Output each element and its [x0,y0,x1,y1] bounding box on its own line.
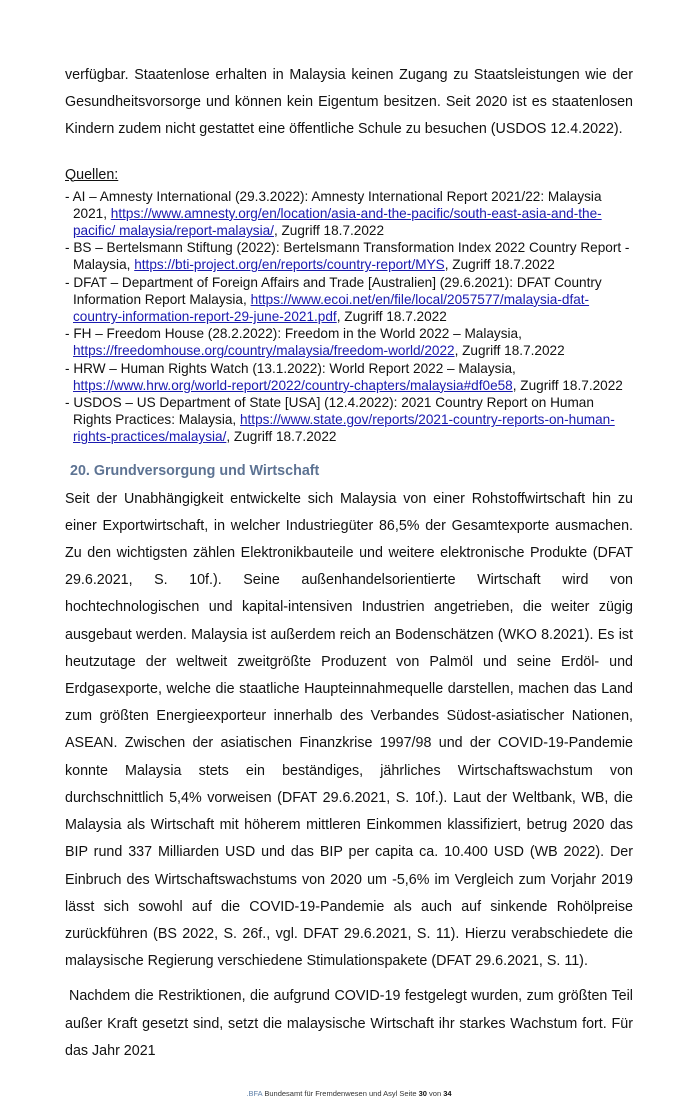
paragraph-intro: verfügbar. Staatenlose erhalten in Malaysia keinen Zugang zu Staatsleistungen wie der Gesundheitsvorsorge und können kein Eigentum besitzen. Seit 2020 ist es staatenlosen Kindern zudem nicht gestattet eine öffentliche Schule zu besuchen (USDOS 12.4.2022). [65,67,633,138]
page-footer: .BFA Bundesamt für Fremdenwesen und Asyl Seite 30 von 34 [246,1088,452,1098]
source-item: - BS – Bertelsmann Stiftung (2022): Bertelsmann Transformation Index 2022 Country Report - Malaysia, https://bti-project.org/en/reports/country-report/MYS, Zugriff 18.7.2022 [65,240,630,273]
section-heading: 20. Grundversorgung und Wirtschaft [70,462,320,479]
page-number: 30 [418,1088,427,1098]
page-total: 34 [443,1088,452,1098]
bfa-logo: .BFA [246,1088,263,1098]
source-link[interactable]: https://freedomhouse.org/country/malaysia/freedom-world/2022 [73,343,455,359]
sources-title: Quellen: [65,166,119,183]
source-link[interactable]: https://www.hrw.org/world-report/2022/country-chapters/malaysia#df0e58 [73,377,513,393]
source-link[interactable]: https://www.ecoi.net/en/file/local/2057577/malaysia-dfat-country-information-report-29-june-2021.pdf [73,291,590,325]
source-link[interactable]: https://www.state.gov/reports/2021-country-reports-on-human-rights-practices/malaysia/ [73,412,615,445]
source-item: - DFAT – Department of Foreign Affairs and Trade [Australien] (29.6.2021): DFAT Country Information Report Malaysia, https://www.ecoi.net/en/file/local/2057577/malaysia-dfat-country-information-report-29-june-2021.pdf, Zugriff 18.7.2022 [65,274,602,325]
source-item: - USDOS – US Department of State [USA] (12.4.2022): 2021 Country Report on Human Rights Practices: Malaysia, https://www.state.gov/reports/2021-country-reports-on-human-rights-practices/malaysia/, Zugriff 18.7.2022 [65,395,615,445]
paragraph-economy: Seit der Unabhängigkeit entwickelte sich Malaysia von einer Rohstoffwirtschaft hin zu einer Exportwirtschaft, in welcher Industriegüter 86,5% der Gesamtexporte ausmachen. Zu den wichtigsten zählen Elektronikbauteile und weitere elektronische Produkte (DFAT 29.6.2021, S. 10f.). Seine außenhandelsorientierte Wirtschaft wird von hochtechnologischen und kapital-intensiven Industrien angetrieben, die weiter zügig ausgebaut werden. Malaysia ist außerdem reich an Bodenschätzen (WKO 8.2021). Es ist heutzutage der weltweit zweitgrößte Produzent von Palmöl und seine Erdöl- und Erdgasexporte, welche die staatliche Haupteinnahmequelle darstellen, machen das Land zum größten Energieexporteur innerhalb des Verbandes Südost-asiatischer Nationen, ASEAN. Zwischen der asiatischen Finanzkrise 1997/98 und der COVID-19-Pandemie konnte Malaysia stets ein beständiges, jährliches Wirtschaftswachstum von durchschnittlich 5,4% vorweisen (DFAT 29.6.2021, S. 10f.). Laut der Weltbank, WB, die Malaysia als Wirtschaft mit höherem mittleren Einkommen klassifiziert, betrug 2020 das BIP rund 337 Milliarden USD und das BIP per capita ca. 10.400 USD (WB 2022). Der Einbruch des Wirtschaftswachstums von 2020 um -5,6% im Vergleich zum Vorjahr 2019 lässt sich sowohl auf die COVID-19-Pandemie als auch auf sinkende Rohölpreise zurückführen (BS 2022, S. 26f., vgl. DFAT 29.6.2021, S. 11). Hierzu verabschiedete die malaysische Regierung verschiedene Stimulationspakete (DFAT 29.6.2021, S. 11). [65,490,633,970]
source-link[interactable]: https://www.amnesty.org/en/location/asia-and-the-pacific/south-east-asia-and-the-pacific/ malaysia/report-malaysia/ [73,205,602,239]
sources-list [65,188,633,446]
source-item: - FH – Freedom House (28.2.2022): Freedom in the World 2022 – Malaysia, https://freedomhouse.org/country/malaysia/freedom-world/2022, Zugriff 18.7.2022 [65,326,565,359]
source-item: - AI – Amnesty International (29.3.2022): Amnesty International Report 2021/22: Malaysia 2021, https://www.amnesty.org/en/location/asia-and-the-pacific/south-east-asia-and-the-pacific/ malaysia/report-malaysia/, Zugriff 18.7.2022 [65,188,602,239]
paragraph-recovery: Nachdem die Restriktionen, die aufgrund COVID-19 festgelegt wurden, zum größten Teil außer Kraft gesetzt sind, setzt die malaysische Wirtschaft ihr starkes Wachstum fort. Für das Jahr 2021 [65,988,633,1059]
source-link[interactable]: https://bti-project.org/en/reports/country-report/MYS [134,257,445,273]
source-item: - HRW – Human Rights Watch (13.1.2022): World Report 2022 – Malaysia, https://www.hrw.org/world-report/2022/country-chapters/malaysia#df0e58, Zugriff 18.7.2022 [65,360,623,393]
